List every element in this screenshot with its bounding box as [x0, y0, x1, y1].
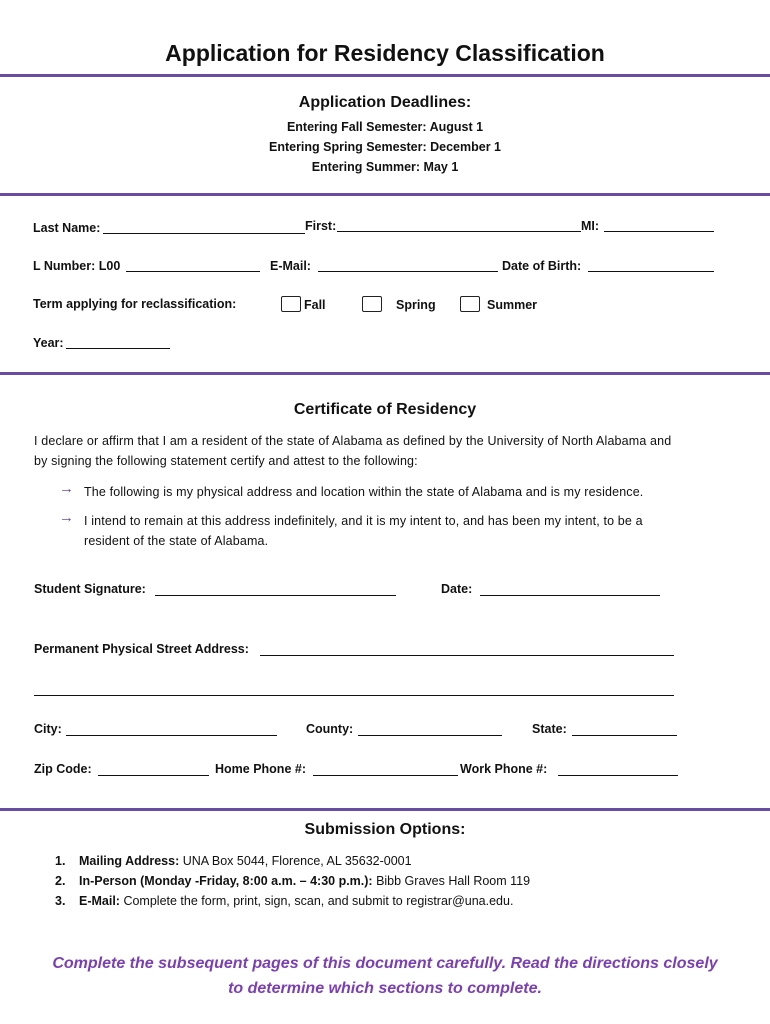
mi-field[interactable] [604, 231, 714, 232]
signature-label: Student Signature: [34, 582, 146, 596]
footer-note-line2: to determine which sections to complete. [228, 980, 542, 997]
date-label: Date: [441, 582, 473, 596]
list-number: 1. [55, 854, 66, 868]
certificate-intro-line2: by signing the following statement certify and attest to the following: [34, 454, 418, 468]
zip-field[interactable] [98, 775, 209, 776]
divider [0, 74, 770, 77]
list-item-text: Bibb Graves Hall Room 119 [372, 874, 531, 888]
email-label: E-Mail: [270, 259, 311, 273]
fall-checkbox[interactable] [281, 296, 301, 312]
last-name-label: Last Name: [33, 221, 101, 235]
state-label: State: [532, 722, 567, 736]
list-item [55, 871, 530, 891]
list-number: 3. [55, 894, 66, 908]
city-label: City: [34, 722, 62, 736]
state-field[interactable] [572, 735, 677, 736]
signature-field[interactable] [155, 595, 396, 596]
spring-checkbox[interactable] [362, 296, 382, 312]
list-item-text: Complete the form, print, sign, scan, and submit to registrar@una.edu. [119, 894, 514, 908]
county-label: County: [306, 722, 354, 736]
address-field[interactable] [260, 655, 674, 656]
list-item-text: UNA Box 5044, Florence, AL 35632-0001 [179, 854, 412, 868]
deadline-summer: Entering Summer: May 1 [311, 160, 459, 174]
home-phone-field[interactable] [313, 775, 458, 776]
certificate-bullet-1: The following is my physical address and location within the state of Alabama and is my residence. [84, 485, 644, 499]
email-field[interactable] [318, 271, 498, 272]
first-name-field[interactable] [337, 231, 581, 232]
submission-list [55, 851, 530, 911]
certificate-intro-line1: I declare or affirm that I am a resident of the state of Alabama as defined by the University of North Alabama and [34, 434, 672, 448]
list-item-title: Mailing Address: [79, 854, 180, 868]
term-label: Term applying for reclassification: [33, 297, 237, 311]
list-item [55, 891, 530, 911]
page-title: Application for Residency Classification [165, 40, 605, 66]
footer-note-line1: Complete the subsequent pages of this document carefully. Read the directions closely [52, 955, 718, 972]
divider [0, 193, 770, 196]
certificate-bullet-2-line2: resident of the state of Alabama. [84, 534, 269, 548]
county-field[interactable] [358, 735, 502, 736]
fall-label: Fall [304, 298, 326, 312]
year-label: Year: [33, 336, 64, 350]
first-name-label: First: [305, 219, 337, 233]
year-field[interactable] [66, 348, 170, 349]
spring-label: Spring [396, 298, 436, 312]
home-phone-label: Home Phone #: [215, 762, 306, 776]
dob-field[interactable] [588, 271, 714, 272]
list-item-title: In-Person (Monday -Friday, 8:00 a.m. – 4:30 p.m.): [79, 874, 373, 888]
work-phone-field[interactable] [558, 775, 678, 776]
summer-checkbox[interactable] [460, 296, 480, 312]
zip-label: Zip Code: [34, 762, 92, 776]
work-phone-label: Work Phone #: [460, 762, 548, 776]
address-label: Permanent Physical Street Address: [34, 642, 249, 656]
dob-label: Date of Birth: [502, 259, 582, 273]
arrow-right-icon: → [59, 509, 74, 526]
divider [0, 808, 770, 811]
certificate-heading: Certificate of Residency [293, 401, 477, 418]
divider [0, 372, 770, 375]
submission-heading: Submission Options: [304, 821, 466, 838]
lnumber-field[interactable] [126, 271, 260, 272]
list-item-title: E-Mail: [79, 894, 120, 908]
arrow-right-icon: → [59, 480, 74, 497]
deadlines-heading: Application Deadlines: [298, 94, 472, 111]
list-item [55, 851, 530, 871]
lnumber-label: L Number: L00 [33, 259, 121, 273]
city-field[interactable] [66, 735, 277, 736]
list-number: 2. [55, 874, 66, 888]
date-field[interactable] [480, 595, 660, 596]
certificate-bullet-2-line1: I intend to remain at this address indefinitely, and it is my intent to, and has been my intent, to be a [84, 514, 643, 528]
summer-label: Summer [487, 298, 538, 312]
deadline-spring: Entering Spring Semester: December 1 [268, 140, 502, 154]
mi-label: MI: [581, 219, 600, 233]
address-field-line2[interactable] [34, 695, 674, 696]
last-name-field[interactable] [103, 233, 305, 234]
deadline-fall: Entering Fall Semester: August 1 [286, 120, 484, 134]
